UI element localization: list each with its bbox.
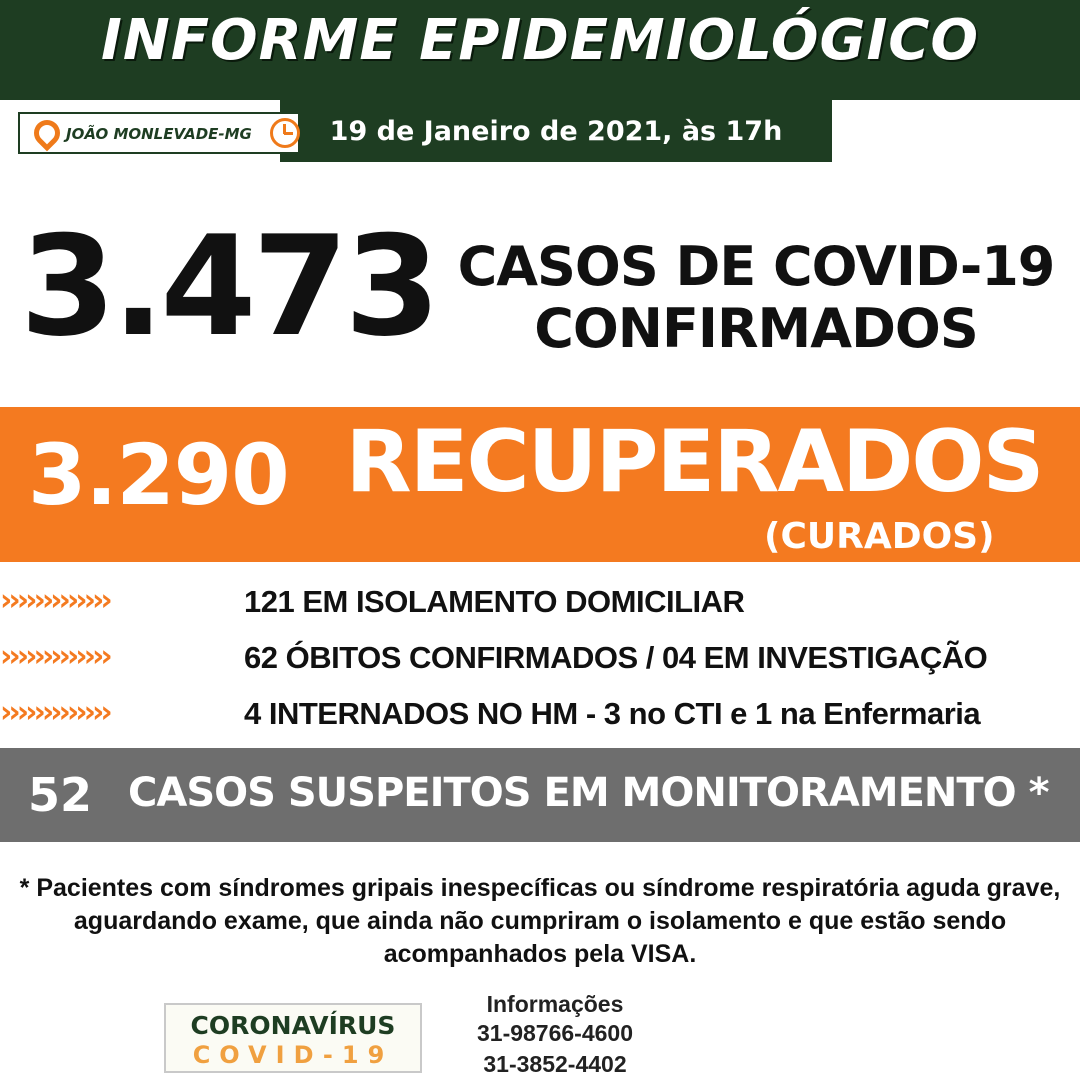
suspects-band xyxy=(0,748,1080,842)
footnote-line: * Pacientes com síndromes gripais inespecíficas ou síndrome respiratória aguda grave, xyxy=(19,874,1061,902)
page-title: INFORME EPIDEMIOLÓGICO xyxy=(101,8,979,73)
isolation-text: 121 EM ISOLAMENTO DOMICILIAR xyxy=(244,584,745,619)
location-pin-icon xyxy=(29,115,66,152)
suspects-number: 52 xyxy=(28,768,93,822)
confirmed-cases-label: CASOS DE COVID-19 xyxy=(457,235,1055,298)
info-label: Informações xyxy=(486,991,624,1017)
recovered-number: 3.290 xyxy=(28,426,289,524)
confirmed-cases-label-2: CONFIRMADOS xyxy=(534,297,978,360)
deaths-text: 62 ÓBITOS CONFIRMADOS / 04 EM INVESTIGAÇÃO xyxy=(244,640,988,675)
recovered-sublabel: (CURADOS) xyxy=(764,516,995,557)
logo-text-covid: COVID-19 xyxy=(192,1041,394,1069)
phone-number: 31-98766-4600 xyxy=(476,1020,634,1046)
footnote xyxy=(10,872,1070,971)
logo-text-coronavirus: CORONAVÍRUS xyxy=(190,1011,396,1040)
confirmed-cases-number: 3.473 xyxy=(20,206,437,367)
report-date: 19 de Janeiro de 2021, às 17h xyxy=(329,116,783,147)
city-label: JOÃO MONLEVADE-MG xyxy=(66,125,252,143)
chevron-arrows-icon: ››››››››››››› xyxy=(0,695,109,730)
header-band xyxy=(0,0,1080,100)
phone-number: 31-3852-4402 xyxy=(483,1051,627,1077)
recovered-band xyxy=(0,407,1080,562)
city-badge xyxy=(18,112,300,154)
recovered-label: RECUPERADOS xyxy=(345,412,1043,512)
chevron-arrows-icon: ››››››››››››› xyxy=(0,639,109,674)
hospitalized-line xyxy=(0,692,1080,742)
clock-icon xyxy=(270,118,300,148)
hospitalized-text: 4 INTERNADOS NO HM - 3 no CTI e 1 na Enfermaria xyxy=(244,696,981,731)
suspects-label: CASOS SUSPEITOS EM MONITORAMENTO * xyxy=(128,770,1049,816)
date-band xyxy=(280,100,832,162)
deaths-line xyxy=(0,636,1080,686)
footnote-line: acompanhados pela VISA. xyxy=(383,940,697,968)
footnote-line: aguardando exame, que ainda não cumpriram o isolamento e que estão sendo xyxy=(73,907,1007,935)
coronavirus-logo xyxy=(164,1003,422,1073)
chevron-arrows-icon: ››››››››››››› xyxy=(0,583,109,618)
isolation-line xyxy=(0,580,1080,630)
